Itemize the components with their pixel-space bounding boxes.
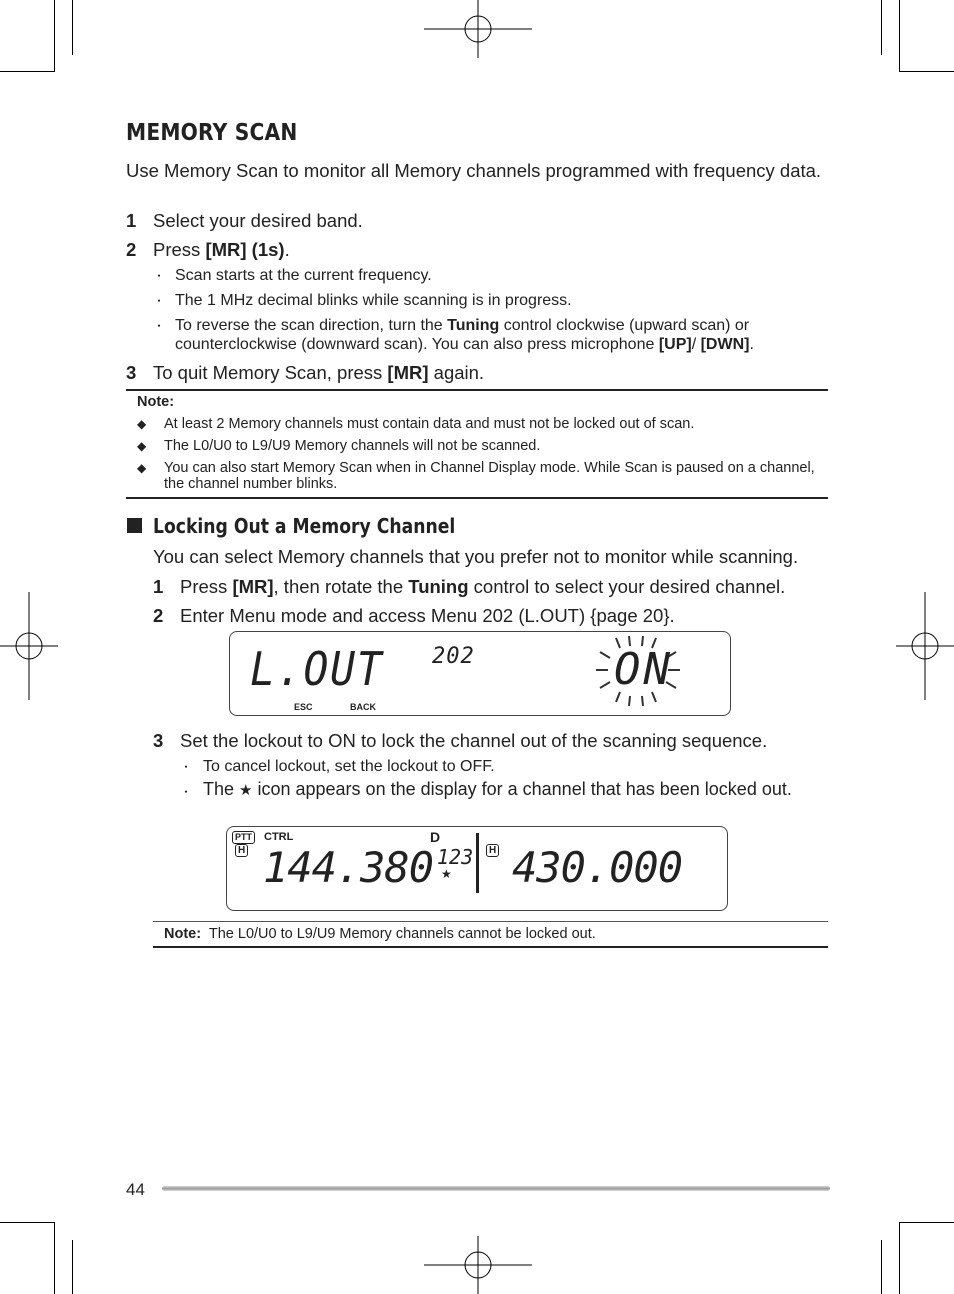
diamond-icon: ◆ [137,417,147,431]
high-power-icon-left: H [235,844,248,857]
section-heading: Locking Out a Memory Channel [153,514,456,538]
bullet-text: To cancel lockout, set the lockout to OFF. [203,758,495,775]
note-label: Note: [137,394,175,410]
step-number: 3 [126,362,137,383]
bullet-text: To reverse the scan direction, turn the Tuning control clockwise (upward scan) or counterclockwise (downward scan). You can also press microphone [UP]/ [DWN]. [175,317,754,353]
high-power-icon-right: H [486,844,499,857]
registration-mark-top [424,0,532,58]
diamond-icon: ◆ [137,439,147,453]
lcd-value: ON [614,644,673,695]
square-bullet-icon [127,518,142,533]
lcd-esc-label: ESC [294,702,313,712]
step-number: 2 [153,605,164,626]
note2: Note: The L0/U0 to L9/U9 Memory channels cannot be locked out. [164,926,596,942]
ptt-badge: PTT [232,831,255,844]
lockout-step-3: Set the lockout to ON to lock the channel out of the scanning sequence. [180,730,768,751]
step-2-text: Press [MR] (1s). [153,239,290,260]
lcd-display-frequency [226,826,728,911]
lcd-back-label: BACK [350,702,376,712]
bullet-dot: ・ [153,294,166,308]
frequency-left: 144.380 [263,843,434,892]
page-title: MEMORY SCAN [126,120,298,146]
lcd-main-text: L.OUT [250,642,384,696]
step-number: 1 [153,576,164,597]
step-number: 2 [126,239,137,260]
intro-text: Use Memory Scan to monitor all Memory channels programmed with frequency data. [126,160,822,181]
page-number: 44 [126,1180,145,1199]
lcd-menu-number: 202 [432,644,475,669]
d-indicator: D [430,829,441,845]
section-intro: You can select Memory channels that you prefer not to monitor while scanning. [153,546,799,567]
ctrl-label: CTRL [264,831,294,843]
lockout-step-2: Enter Menu mode and access Menu 202 (L.OUT) {page 20}. [180,605,675,626]
bullet-dot: ・ [153,319,166,333]
bullet-dot: ・ [153,269,166,283]
step-number: 1 [126,210,137,231]
note2-top-rule [153,921,828,922]
registration-mark-bottom [424,1236,532,1294]
note-item: At least 2 Memory channels must contain data and must not be locked out of scan. [164,416,695,432]
bullet-text: The ★ icon appears on the display for a channel that has been locked out. [203,779,792,799]
step-number: 3 [153,730,164,751]
note2-bottom-rule [153,946,828,948]
registration-mark-right [896,592,954,700]
channel-number: 123 [437,845,474,869]
note-bottom-rule [126,497,828,499]
frequency-right: 430.000 [512,843,683,892]
note-item: You can also start Memory Scan when in Channel Display mode. While Scan is paused on a channel, the channel number blinks. [164,460,815,492]
note-item: The L0/U0 to L9/U9 Memory channels will not be scanned. [164,438,541,454]
bullet-dot: ・ [180,785,193,799]
lockout-step-1: Press [MR], then rotate the Tuning control to select your desired channel. [180,576,786,597]
note-top-rule [126,389,828,391]
step-3-text: To quit Memory Scan, press [MR] again. [153,362,485,383]
bullet-text: Scan starts at the current frequency. [175,267,432,284]
diamond-icon: ◆ [137,461,147,475]
lcd-display-menu [229,631,731,716]
lockout-star-icon: ★ [441,867,452,881]
registration-mark-left [0,592,58,700]
footer-rule [162,1186,830,1191]
band-divider [476,833,479,893]
star-icon: ★ [239,782,253,799]
step-1-text: Select your desired band. [153,210,363,231]
bullet-dot: ・ [180,760,193,774]
bullet-text: The 1 MHz decimal blinks while scanning is in progress. [175,292,572,309]
